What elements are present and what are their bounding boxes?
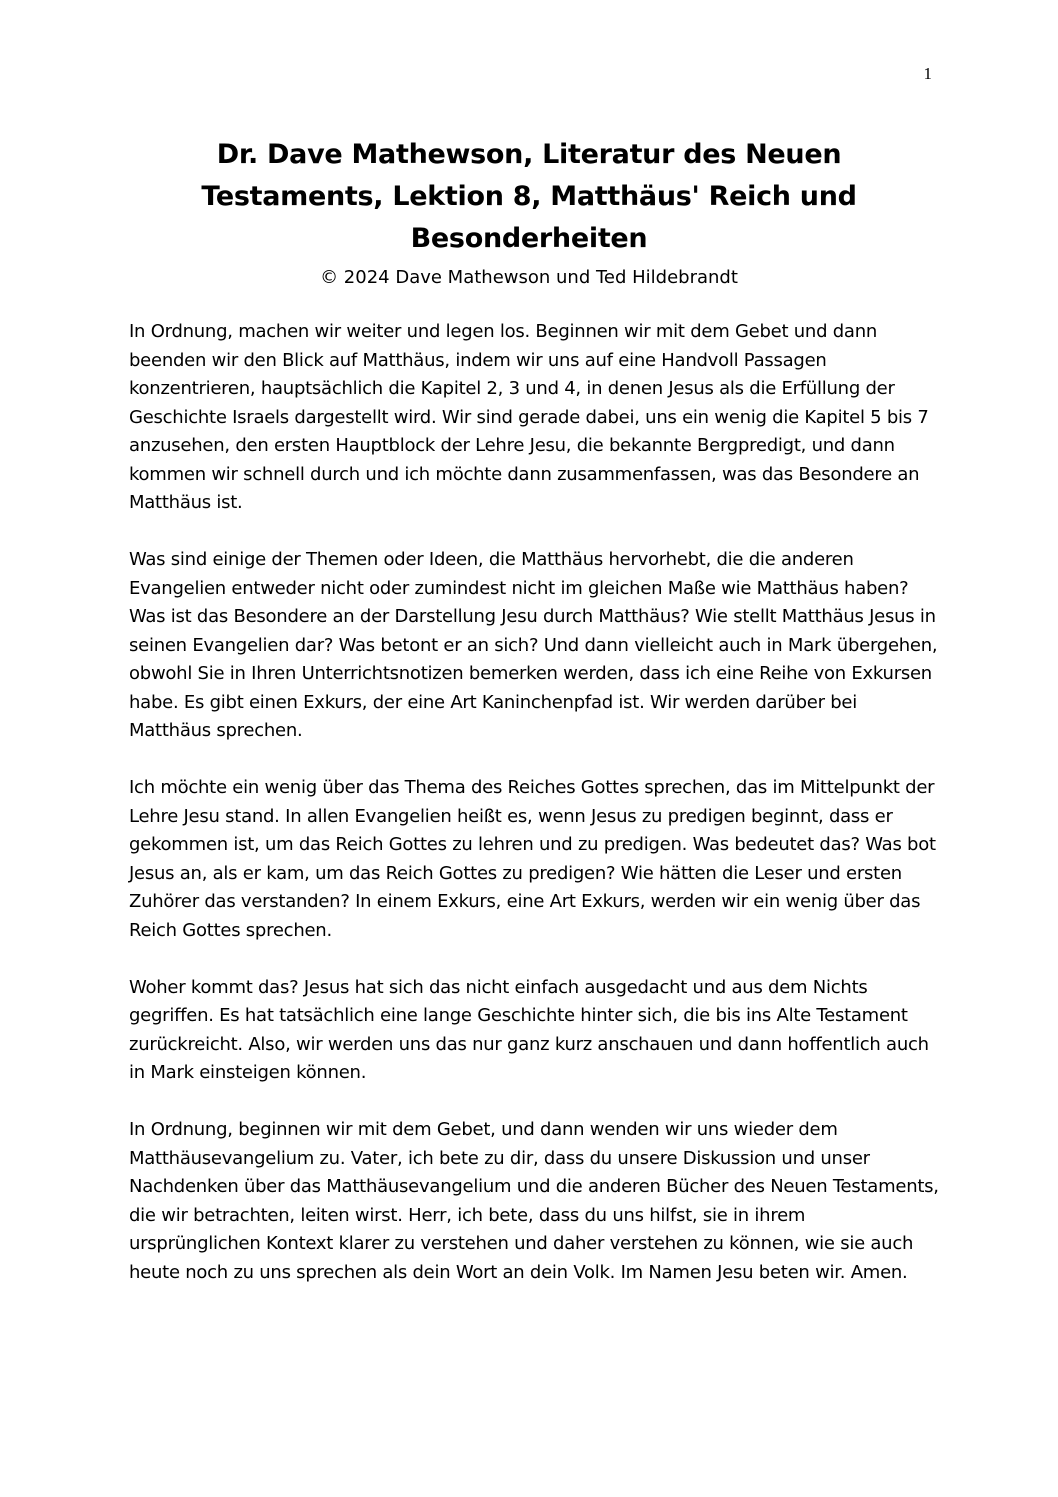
paragraph-3: Ich möchte ein wenig über das Thema des Reiches Gottes sprechen, das im Mittelpunkt der Lehre Jesu stand. In allen Evangelien heißt es, wenn Jesus zu predigen beginnt, dass er gekommen ist, um das Reich Gottes zu lehren und zu predigen. Was bedeutet das? Was bot Jesus an, als er kam, um das Reich Gottes zu predigen? Wie hätten die Leser und ersten Zuhörer das verstanden? In einem Exkurs, eine Art Exkurs, werden wir ein wenig über das Reich Gottes sprechen. [129, 777, 936, 941]
paragraph-4: Woher kommt das? Jesus hat sich das nicht einfach ausgedacht und aus dem Nichts gegriffen. Es hat tatsächlich eine lange Geschichte hinter sich, die bis ins Alte Testament zurückreicht. Also, wir werden uns das nur ganz kurz anschauen und dann hoffentlich auch in Mark einsteigen können. [129, 976, 929, 1083]
copyright-line: © 2024 Dave Mathewson und Ted Hildebrandt [320, 267, 738, 288]
page-number: 1 [923, 64, 932, 83]
paragraph-2: Was sind einige der Themen oder Ideen, die Matthäus hervorhebt, die die anderen Evangelien entweder nicht oder zumindest nicht im gleichen Maße wie Matthäus haben? Was ist das Besondere an der Darstellung Jesu durch Matthäus? Wie stellt Matthäus Jesus in seinen Evangelien dar? Was betont er an sich? Und dann vielleicht auch in Mark übergehen, obwohl Sie in Ihren Unterrichtsnotizen bemerken werden, dass ich eine Reihe von Exkursen habe. Es gibt einen Exkurs, der eine Art Kaninchenpfad ist. Wir werden darüber bei Matthäus sprechen. [129, 549, 938, 741]
document-body [129, 318, 941, 1316]
document-title: Dr. Dave Mathewson, Literatur des Neuen Testaments, Lektion 8, Matthäus' Reich und Besonderheiten [201, 139, 857, 254]
paragraph-1: In Ordnung, machen wir weiter und legen los. Beginnen wir mit dem Gebet und dann beenden wir den Blick auf Matthäus, indem wir uns auf eine Handvoll Passagen konzentrieren, hauptsächlich die Kapitel 2, 3 und 4, in denen Jesus als die Erfüllung der Geschichte Israels dargestellt wird. Wir sind gerade dabei, uns ein wenig die Kapitel 5 bis 7 anzusehen, den ersten Hauptblock der Lehre Jesu, die bekannte Bergpredigt, und dann kommen wir schnell durch und ich möchte dann zusammenfassen, was das Besondere an Matthäus ist. [129, 321, 929, 513]
paragraph-5: In Ordnung, beginnen wir mit dem Gebet, und dann wenden wir uns wieder dem Matthäusevangelium zu. Vater, ich bete zu dir, dass du unsere Diskussion und unser Nachdenken über das Matthäusevangelium und die anderen Bücher des Neuen Testaments, die wir betrachten, leiten wirst. Herr, ich bete, dass du uns hilfst, sie in ihrem ursprünglichen Kontext klarer zu verstehen und daher verstehen zu können, wie sie auch heute noch zu uns sprechen als dein Wort an dein Volk. Im Namen Jesu beten wir. Amen. [129, 1119, 939, 1283]
